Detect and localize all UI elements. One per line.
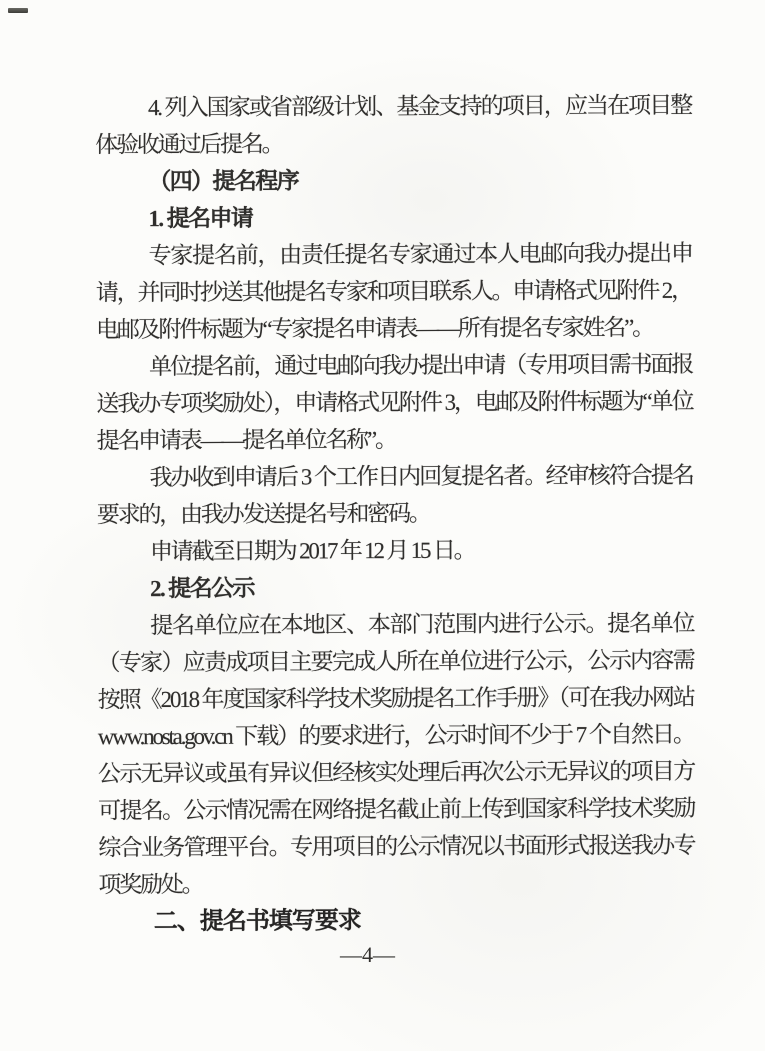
document-content [95, 87, 695, 941]
page-number: —4— [340, 942, 395, 967]
scan-corner-mark [8, 8, 28, 13]
heading-nomination-procedure: （四）提名程序 [148, 168, 299, 195]
paragraph-application-deadline: 申请截至日期为 2017 年 12 月 15 日。 [149, 537, 475, 565]
paragraph-application-reply: 我办收到申请后 3 个工作日内回复提名者。经审核符合提名要求的，由我办发送提名号和密码。 [96, 462, 693, 528]
paragraph-expert-nomination: 专家提名前，由责任提名专家通过本人电邮向我办提出申请，并同时抄送其他提名专家和项目联系人。申请格式见附件 2，电邮及附件标题为“专家提名申请表——所有提名专家姓名”。 [95, 240, 692, 343]
heading-nomination-publicity: 2. 提名公示 [150, 575, 254, 602]
heading-section-2-nomination-form-requirements: 二、提名书填写要求 [153, 907, 361, 936]
paragraph-unit-nomination: 单位提名前，通过电邮向我办提出申请（专用项目需书面报送我办专项奖励处），申请格式见附件 3，电邮及附件标题为“单位提名申请表——提名单位名称”。 [96, 351, 693, 454]
paragraph-publicity-requirements: 提名单位应在本地区、本部门范围内进行公示。提名单位（专家）应责成项目主要完成人所在单位进行公示，公示内容需按照《2018 年度国家科学技术奖励提名工作手册》（可在我办网站 www.nosta.gov.cn 下载）的要求进行，公示时间不少于 7 个自然日。公示无异议或虽有异议但经核实处理后再次公示无异议的项目方可提名。公示情况需在网络提名截止前上传到国家科学技术奖励综合业务管理平台。专用项目的公示情况以书面形式报送我办专项奖励处。 [97, 610, 695, 898]
heading-nomination-application: 1. 提名申请 [148, 205, 253, 232]
paragraph-item-4: 4. 列入国家或省部级计划、基金支持的项目，应当在项目整体验收通过后提名。 [95, 92, 692, 158]
